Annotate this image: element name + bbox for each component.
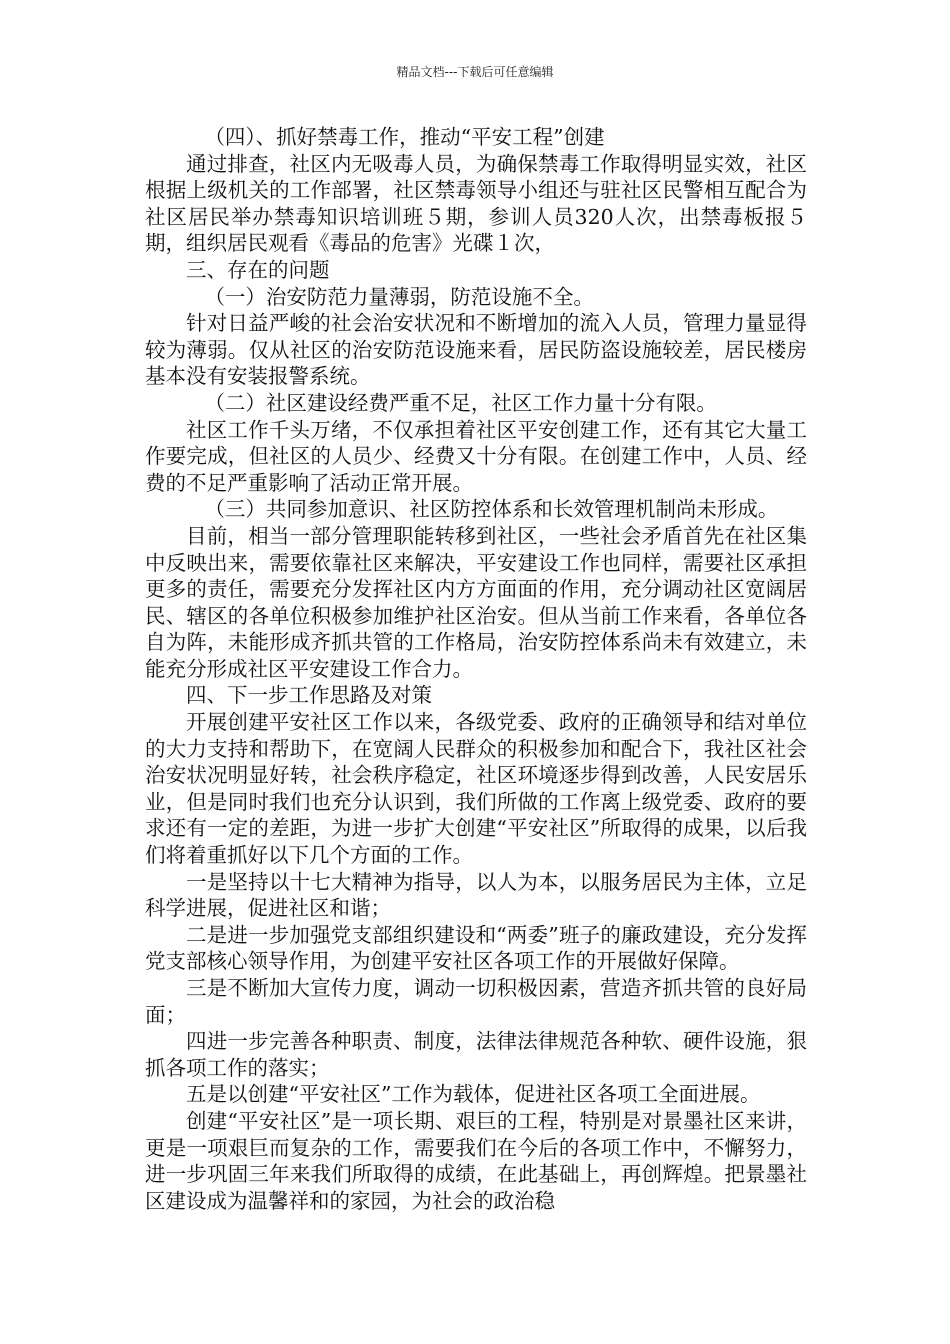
paragraph-funding: 社区工作千头万绪，不仅承担着社区平安创建工作，还有其它大量工作要完成，但社区的人员少、经费又十分有限。在创建工作中，人员、经费的不足严重影响了活动正常开展。	[145, 417, 807, 495]
paragraph-since-launch: 开展创建平安社区工作以来，各级党委、政府的正确领导和结对单位的大力支持和帮助下，在宽阔人民群众的积极参加和配合下，我社区社会治安状况明显好转，社会秩序稳定，社区环境逐步得到改善，人民安居乐业，但是同时我们也充分认识到，我们所做的工作离上级党委、政府的要求还有一定的差距，为进一步扩大创建“平安社区”所取得的成果，以后我们将着重抓好以下几个方面的工作。	[145, 710, 807, 868]
paragraph-conclusion: 创建“平安社区”是一项长期、艰巨的工程，特别是对景墨社区来讲，更是一项艰巨而复杂的工作，需要我们在今后的各项工作中，不懈努力，进一步巩固三年来我们所取得的成绩，在此基础上，再创辉煌。把景墨社区建设成为温馨祥和的家园，为社会的政治稳	[145, 1108, 807, 1213]
subheading-four: （四）、抓好禁毒工作，推动“平安工程”创建	[204, 125, 605, 149]
paragraph-point-two: 二是进一步加强党支部组织建设和“两委”班子的廉政建设，充分发挥党支部核心领导作用，为创建平安社区各项工作的开展做好保障。	[145, 922, 807, 974]
document-body	[145, 124, 807, 1214]
heading-existing-problems: 三、存在的问题	[186, 257, 330, 282]
paragraph-point-one: 一是坚持以十七大精神为指导，以人为本，以服务居民为主体，立足科学进展，促进社区和谐；	[145, 869, 807, 921]
paragraph-point-four: 四进一步完善各种职责、制度，法律法律规范各种软、硬件设施，狠抓各项工作的落实；	[145, 1029, 807, 1080]
subheading-one: （一）治安防范力量薄弱，防范设施不全。	[204, 284, 594, 309]
heading-next-steps: 四、下一步工作思路及对策	[186, 683, 432, 708]
page-header: 精品文档---下载后可任意编辑	[396, 65, 554, 79]
paragraph-point-three: 三是不断加大宣传力度，调动一切积极因素，营造齐抓共管的良好局面；	[145, 976, 807, 1027]
subheading-two: （二）社区建设经费严重不足，社区工作力量十分有限。	[204, 390, 717, 415]
subheading-three: （三）共同参加意识、社区防控体系和长效管理机制尚未形成。	[204, 497, 779, 522]
paragraph-participation: 目前，相当一部分管理职能转移到社区，一些社会矛盾首先在社区集中反映出来，需要依靠社区来解决，平安建设工作也同样，需要社区承担更多的责任，需要充分发挥社区内方方面面的作用，充分调动社区宽阔居民、辖区的各单位积极参加维护社区治安。但从当前工作来看，各单位各自为阵，未能形成齐抓共管的工作格局，治安防控体系尚未有效建立，未能充分形成社区平安建设工作合力。	[145, 523, 807, 681]
paragraph-drug-control: 通过排查，社区内无吸毒人员，为确保禁毒工作取得明显实效，社区根据上级机关的工作部署，社区禁毒领导小组还与驻社区民警相互配合为社区居民举办禁毒知识培训班５期，参训人员320人次，出禁毒板报５期，组织居民观看《毒品的危害》光碟１次，	[145, 151, 807, 256]
paragraph-security-weak: 针对日益严峻的社会治安状况和不断增加的流入人员，管理力量显得较为薄弱。仅从社区的治安防范设施来看，居民防盗设施较差，居民楼房基本没有安装报警系统。	[145, 311, 807, 389]
paragraph-point-five: 五是以创建“平安社区”工作为载体，促进社区各项工全面进展。	[186, 1082, 761, 1107]
